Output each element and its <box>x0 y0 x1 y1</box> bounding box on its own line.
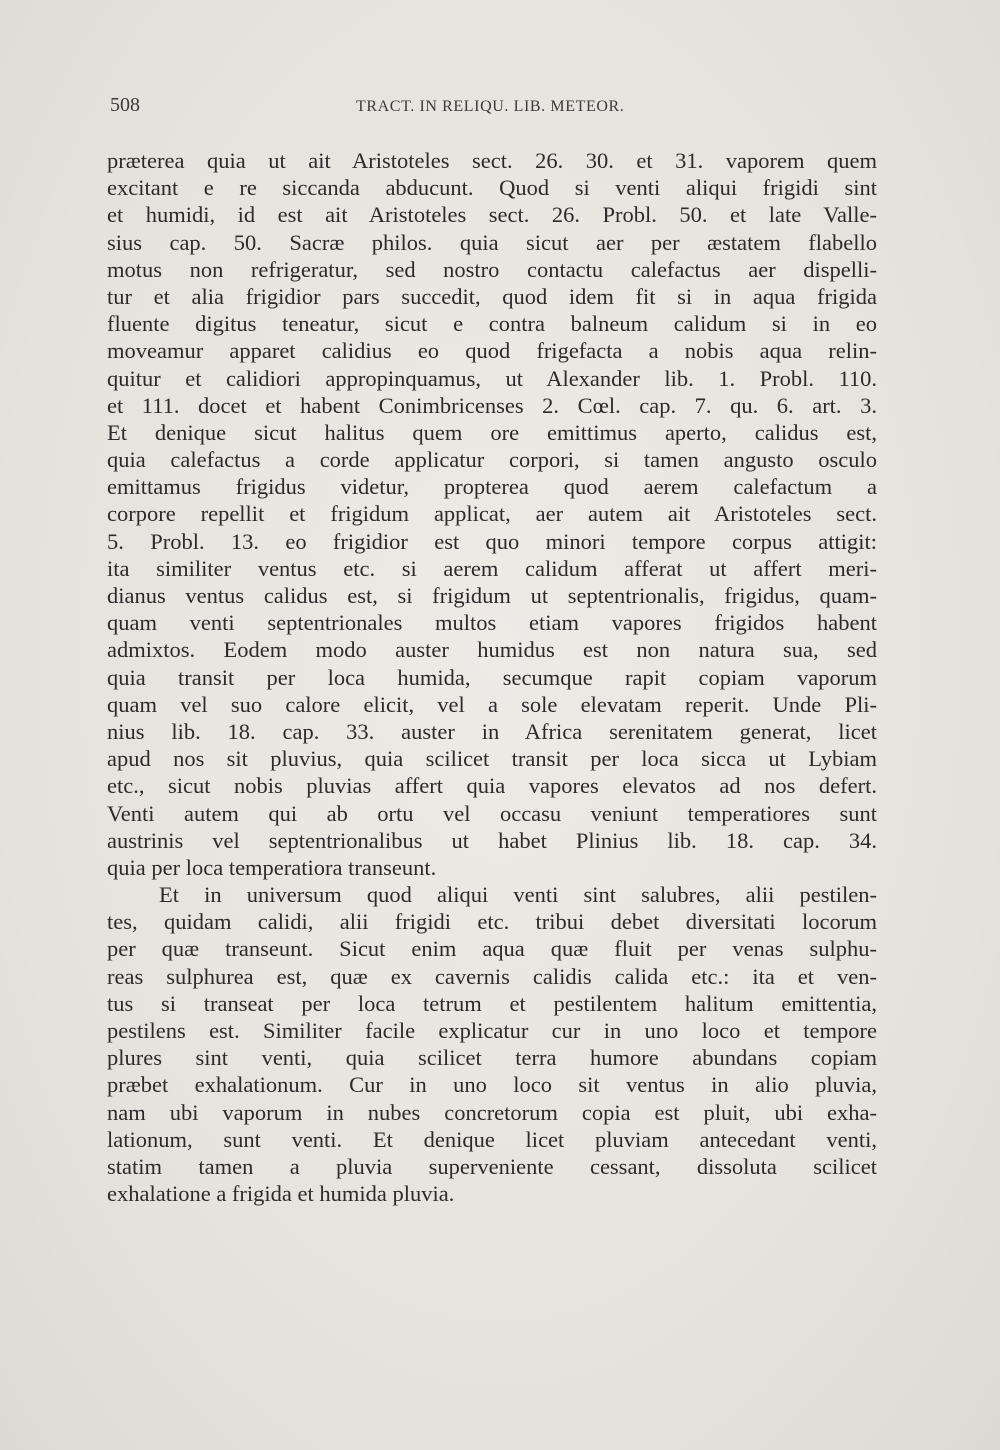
text-line: corpore repellit et frigidum applicat, aer autem ait Aristoteles sect. <box>107 501 877 527</box>
text-line: Venti autem qui ab ortu vel occasu veniunt temperatiores sunt <box>107 800 877 826</box>
text-line: quam venti septentrionales multos etiam vapores frigidos habent <box>107 610 877 636</box>
text-line: nius lib. 18. cap. 33. auster in Africa serenitatem generat, licet <box>107 718 877 744</box>
text-line: præterea quia ut ait Aristoteles sect. 26. 30. et 31. vaporem quem <box>107 148 877 173</box>
text-line: excitant e re siccanda abducunt. Quod si venti aliqui frigidi sint <box>107 175 877 201</box>
text-line: dianus ventus calidus est, si frigidum ut septentrionalis, frigidus, quam- <box>107 583 877 608</box>
text-line: per quæ transeunt. Sicut enim aqua quæ fluit per venas sulphu- <box>107 936 877 962</box>
text-line: tur et alia frigidior pars succedit, quod idem fit si in aqua frigida <box>107 283 877 309</box>
text-line: moveamur apparet calidius eo quod frigefacta a nobis aqua relin- <box>107 338 877 364</box>
text-line: 5. Probl. 13. eo frigidior est quo minori tempore corpus attigit: <box>107 528 877 554</box>
text-line: motus non refrigeratur, sed nostro contactu calefactus aer dispelli- <box>107 256 877 282</box>
text-line: etc., sicut nobis pluvias affert quia vapores elevatos ad nos defert. <box>107 773 877 799</box>
text-line: quia transit per loca humida, secumque rapit copiam vaporum <box>107 664 877 690</box>
text-line: Et in universum quod aliqui venti sint salubres, alii pestilen- <box>159 882 877 908</box>
text-line: austrinis vel septentrionalibus ut habet Plinius lib. 18. cap. 34. <box>107 827 877 853</box>
text-line: et humidi, id est ait Aristoteles sect. 26. Probl. 50. et late Valle- <box>107 202 877 228</box>
body-text <box>107 147 877 1207</box>
text-line: tes, quidam calidi, alii frigidi etc. tribui debet diversitati locorum <box>107 909 877 935</box>
running-head <box>110 94 880 124</box>
text-line: tus si transeat per loca tetrum et pestilentem halitum emittentia, <box>107 990 877 1016</box>
text-line: quitur et calidiori appropinquamus, ut Alexander lib. 1. Probl. 110. <box>107 365 877 391</box>
running-title: TRACT. IN RELIQU. LIB. METEOR. <box>356 98 625 115</box>
text-line: reas sulphurea est, quæ ex cavernis calidis calida etc.: ita et ven- <box>107 963 877 989</box>
text-line: emittamus frigidus videtur, propterea quod aerem calefactum a <box>107 474 877 500</box>
text-line: plures sint venti, quia scilicet terra humore abundans copiam <box>107 1045 877 1071</box>
text-line: lationum, sunt venti. Et denique licet pluviam antecedant venti, <box>107 1126 877 1152</box>
text-line: fluente digitus teneatur, sicut e contra balneum calidum si in eo <box>107 311 877 337</box>
text-line: quia per loca temperatiora transeunt. <box>107 854 437 880</box>
text-line: pestilens est. Similiter facile explicatur cur in uno loco et tempore <box>107 1018 877 1043</box>
text-line: admixtos. Eodem modo auster humidus est non natura sua, sed <box>107 637 877 663</box>
text-line: ita similiter ventus etc. si aerem calidum afferat ut affert meri- <box>107 555 877 581</box>
text-line: quia calefactus a corde applicatur corpori, si tamen angusto osculo <box>107 447 877 473</box>
text-line: quam vel suo calore elicit, vel a sole elevatam reperit. Unde Pli- <box>107 691 877 717</box>
text-line: sius cap. 50. Sacræ philos. quia sicut aer per æstatem flabello <box>107 229 877 255</box>
page-number: 508 <box>110 94 140 116</box>
text-line: et 111. docet et habent Conimbricenses 2. Cœl. cap. 7. qu. 6. art. 3. <box>107 392 877 418</box>
text-line: exhalatione a frigida et humida pluvia. <box>107 1181 455 1207</box>
text-line: statim tamen a pluvia superveniente cessant, dissoluta scilicet <box>107 1153 877 1179</box>
text-line: præbet exhalationum. Cur in uno loco sit ventus in alio pluvia, <box>107 1072 877 1098</box>
text-line: Et denique sicut halitus quem ore emittimus aperto, calidus est, <box>107 419 877 445</box>
text-line: apud nos sit pluvius, quia scilicet transit per loca sicca ut Lybiam <box>107 746 877 772</box>
text-line: nam ubi vaporum in nubes concretorum copia est pluit, ubi exha- <box>107 1099 877 1125</box>
